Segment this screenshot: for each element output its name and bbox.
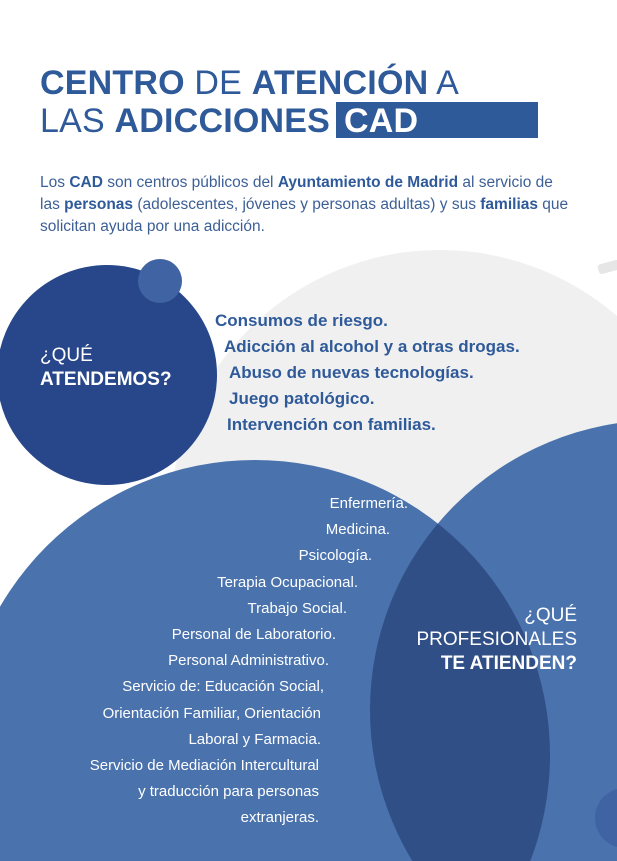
- que-profesionales-heading: [417, 604, 578, 676]
- professional-item: y traducción para personas: [138, 783, 319, 801]
- grey-mark: [597, 259, 617, 274]
- professional-item: Servicio de Mediación Intercultural: [89, 757, 319, 775]
- services-list: [0, 308, 520, 438]
- heading-te-atienden: TE ATIENDEN?: [440, 653, 577, 674]
- service-item: Juego patológico.: [229, 389, 375, 408]
- title-line-1: [40, 64, 459, 102]
- title-line-2: [40, 102, 538, 140]
- intro-text: al servicio de las: [40, 174, 553, 213]
- intro-paragraph: [40, 172, 570, 238]
- intro-text: son centros públicos del: [102, 174, 278, 191]
- professional-item: Orientación Familiar, Orientación: [102, 704, 321, 722]
- intro-text: Los: [40, 174, 70, 191]
- professional-item: Servicio de: Educación Social,: [122, 678, 324, 696]
- title-word-centro: CENTRO: [40, 64, 185, 102]
- title-word-de: DE: [194, 64, 243, 102]
- professional-item: Medicina.: [325, 521, 390, 539]
- professional-item: Personal de Laboratorio.: [171, 626, 336, 644]
- intro-text: que solicitan ayuda por una adicción.: [40, 196, 569, 235]
- heading-atendemos: ATENDEMOS?: [40, 369, 172, 390]
- heading-profesionales: PROFESIONALES: [416, 629, 577, 650]
- professionals-list: [89, 491, 408, 832]
- professional-item: Personal Administrativo.: [168, 652, 329, 670]
- title-word-atencion: ATENCIÓN: [251, 64, 429, 102]
- professional-item: Laboral y Farmacia.: [188, 730, 321, 748]
- professional-item: Enfermería.: [329, 495, 408, 512]
- service-item: Abuso de nuevas tecnologías.: [229, 363, 474, 382]
- small-accent-circle: [138, 259, 182, 303]
- heading-que: ¿QUÉ: [40, 345, 93, 366]
- heading-que: ¿QUÉ: [524, 605, 577, 626]
- service-item: Consumos de riesgo.: [215, 311, 388, 330]
- service-item: Intervención con familias.: [227, 415, 436, 434]
- service-item: Adicción al alcohol y a otras drogas.: [224, 337, 520, 356]
- intro-bold-familias: familias: [480, 196, 538, 213]
- title-word-a: A: [436, 64, 460, 102]
- professional-item: extranjeras.: [240, 809, 319, 827]
- tiny-dot: [605, 766, 617, 778]
- intro-text: (adolescentes, jóvenes y personas adultas) y sus: [133, 196, 481, 213]
- title-word-adicciones: ADICCIONES: [114, 102, 330, 140]
- professional-item: Trabajo Social.: [247, 599, 347, 617]
- professional-item: Terapia Ocupacional.: [217, 573, 358, 591]
- intro-bold-cad: CAD: [69, 174, 103, 191]
- cad-badge: CAD: [336, 102, 538, 138]
- intro-bold-ayuntamiento: Ayuntamiento de Madrid: [277, 174, 459, 191]
- title-word-las: LAS: [40, 102, 105, 140]
- professional-item: Psicología.: [298, 547, 372, 565]
- intro-bold-personas: personas: [64, 196, 134, 213]
